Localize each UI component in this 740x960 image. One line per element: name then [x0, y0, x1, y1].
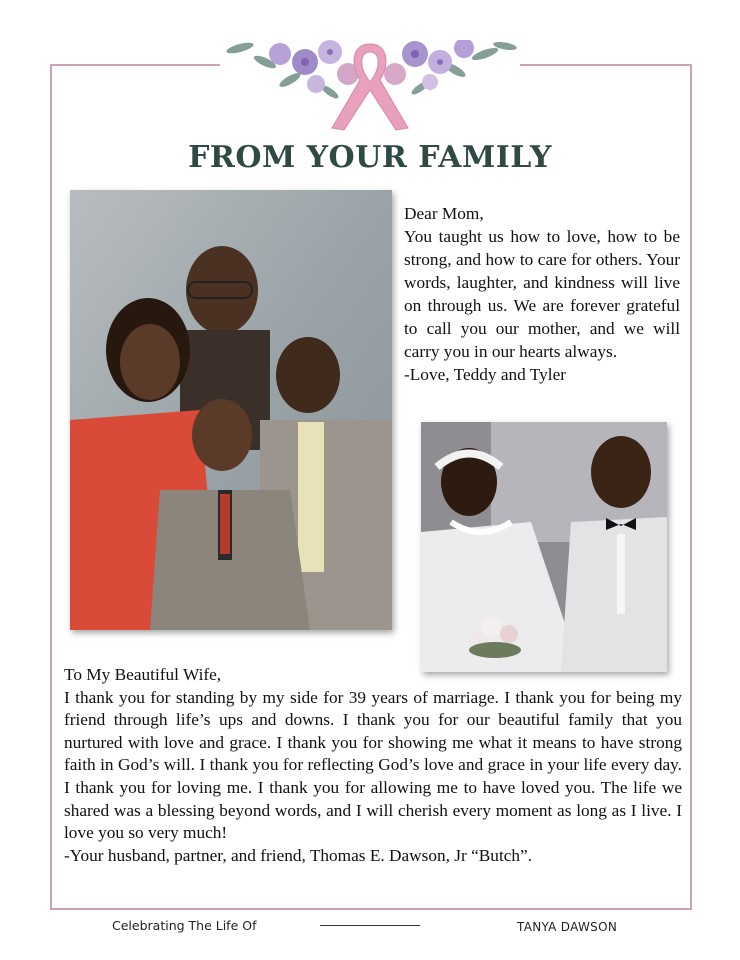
letter-greeting: To My Beautiful Wife, — [64, 665, 222, 684]
footer-name: TANYA DAWSON — [517, 920, 618, 934]
page-title: FROM YOUR FAMILY — [188, 140, 552, 175]
wedding-photo — [421, 422, 667, 672]
letter-to-wife — [64, 664, 682, 867]
pink-ribbon-icon — [332, 44, 408, 130]
letter-signature: -Your husband, partner, and friend, Thomas E. Dawson, Jr “Butch”. — [64, 845, 533, 865]
letter-signature: -Love, Teddy and Tyler — [404, 365, 567, 384]
letter-body: I thank you for standing by my side for 39 years of marriage. I thank you for being my friend through life’s ups and downs. I thank you for our beautiful family that you nurtured with love and grace. I thank you for showing me what it means to have strong faith in God’s will. I thank you for reflecting God’s love and grace in your life every day. I thank you for loving me. I thank you for allowing me to have loved you. The life we shared was a blessing beyond words, and I will cherish every moment as long as I live. I love you so very much! — [64, 687, 682, 843]
letter-body: You taught us how to love, how to be strong, and how to care for others. Your words, laughter, and kindness will live on through us. We are forever grateful to call you our mother, and we will carry you in our hearts always. — [404, 227, 680, 361]
letter-to-mom — [404, 202, 680, 386]
footer-celebrating-label: Celebrating The Life Of — [112, 918, 257, 933]
family-portrait-photo — [70, 190, 392, 630]
floral-ribbon-decoration — [220, 40, 520, 132]
footer-divider — [320, 925, 420, 926]
letter-greeting: Dear Mom, — [404, 204, 484, 223]
